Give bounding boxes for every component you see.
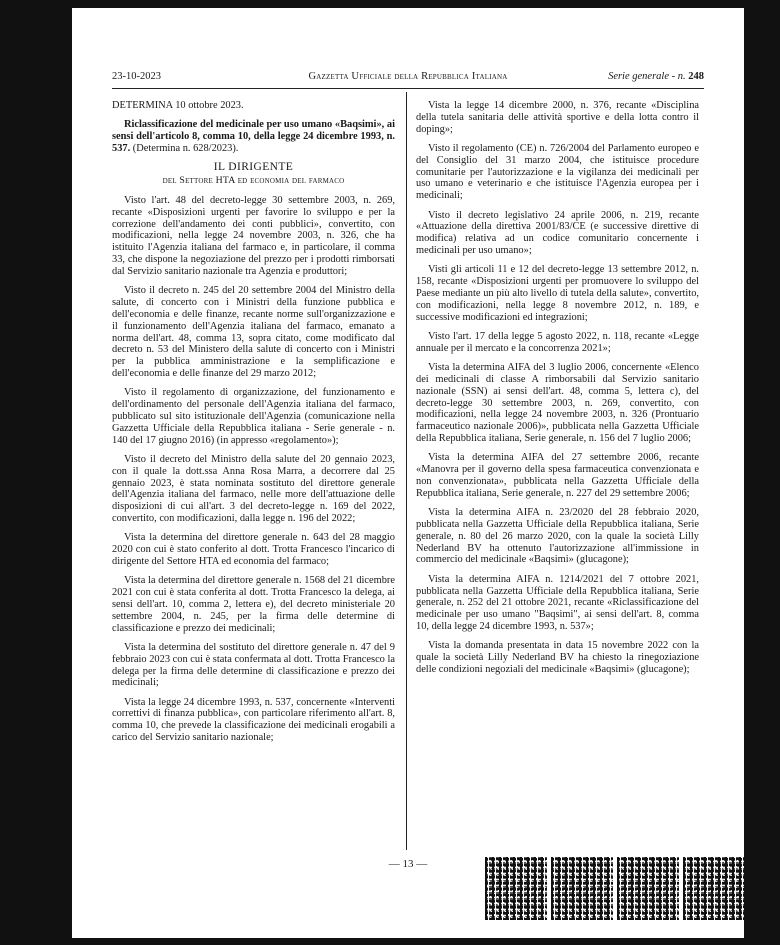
paragraph: Vista la determina AIFA n. 23/2020 del 28 febbraio 2020, pubblicata nella Gazzetta Ufficiale della Repubblica italiana, Serie generale, n. 80 del 26 marzo 2020, con la quale la società Lilly Nederland BV ha ottenuto l'autorizzazione all'immissione in commercio del medicinale «Baqsimi» (glucagone); bbox=[416, 507, 699, 566]
right-column bbox=[416, 100, 699, 683]
paragraph: Vista la determina AIFA del 3 luglio 2006, concernente «Elenco dei medicinali di classe A rimborsabili dal Servizio sanitario nazionale (SSN) ai sensi dell'art. 48, comma 5, lettera c), del decreto-legge 30 settembre 2003, n. 269, convertito, con modificazioni, nella legge 24 novembre 2003, n. 326 (Prontuario farmaceutico nazionale 2006)», pubblicata nella Gazzetta Ufficiale della Repubblica italiana, Serie generale, n. 156 del 7 luglio 2006; bbox=[416, 361, 699, 445]
paragraph: Visto il decreto del Ministro della salute del 20 gennaio 2023, con il quale la dott.ssa Anna Rosa Marra, a decorrere dal 25 gennaio 2023, è stata nominata sostituto del direttore generale dell'Agenzia italiana del farmaco, nelle more dell'attuazione delle disposizioni di cui all'art. 3 del decreto-legge n. 169 del 2022, convertito, con modificazioni, dalla legge n. 196 del 2022; bbox=[112, 453, 395, 525]
paragraph: Visto l'art. 48 del decreto-legge 30 settembre 2003, n. 269, recante «Disposizioni urgenti per favorire lo sviluppo e per la correzione dell'andamento dei conti pubblici», convertito, con modificazioni, nella legge 24 novembre 2003, n. 326, che ha istituito l'Agenzia italiana del farmaco e, in particolare, il comma 33, che dispone la negoziazione del prezzo per i prodotti rimborsati dal Servizio sanitario nazionale tra Agenzia e produttori; bbox=[112, 194, 395, 277]
column-separator bbox=[406, 92, 407, 850]
datamatrix-code bbox=[551, 857, 613, 920]
datamatrix-code-strip bbox=[485, 857, 744, 920]
document-subject bbox=[112, 119, 395, 155]
document-title: DETERMINA 10 ottobre 2023. bbox=[112, 100, 244, 111]
paragraph: Vista la determina AIFA n. 1214/2021 del 7 ottobre 2021, pubblicata nella Gazzetta Ufficiale della Repubblica italiana, Serie generale, n. 252 del 21 ottobre 2021, recante «Riclassificazione del medicinale per uso umano "Baqsimi", ai sensi dell'art. 8, comma 10, della legge 24 dicembre 1993, n. 537»; bbox=[416, 573, 699, 633]
header-series bbox=[608, 71, 704, 82]
document-reference: (Determina n. 628/2023). bbox=[132, 142, 239, 154]
datamatrix-code bbox=[683, 857, 744, 920]
paragraph: Visto il regolamento di organizzazione, del funzionamento e dell'ordinamento del personale dell'Agenzia italiana del farmaco, pubblicato sul sito istituzionale dell'Agenzia (comunicazione nella Gazzetta Ufficiale della Repubblica italiana - Serie generale - n. 140 del 17 giugno 2016) (in appresso «regolamento»); bbox=[112, 387, 395, 446]
page-number: — 13 — bbox=[388, 858, 428, 870]
paragraph: Vista la determina del direttore generale n. 1568 del 21 dicembre 2021 con cui è stata conferita al dott. Trotta Francesco la delega, ai sensi dell'art. 10, comma 2, lettera e), del decreto ministeriale 20 settembre 2004, n. 245, per la firma delle determine di classificazione e prezzo dei medicinali; bbox=[112, 575, 395, 634]
paragraph: Vista la determina del sostituto del direttore generale n. 47 del 9 febbraio 2023 con cui è stata confermata al dott. Trotta Francesco la delega per la firma delle determine di classificazione e prezzo dei medicinali; bbox=[112, 641, 395, 689]
paragraph: Visto il regolamento (CE) n. 726/2004 del Parlamento europeo e del Consiglio del 31 marzo 2004, che istituisce procedure comunitarie per l'autorizzazione e la vigilanza dei medicinali per uso umano e veterinario e che istituisce l'Agenzia europea per i medicinali; bbox=[416, 142, 699, 202]
paragraph: Visto il decreto legislativo 24 aprile 2006, n. 219, recante «Attuazione della direttiva 2001/83/CE (e successive direttive di modifica) relativa ad un codice comunitario concernente i medicinali per uso umano»; bbox=[416, 209, 699, 257]
header-publication-title: Gazzetta Ufficiale della Repubblica Italiana bbox=[308, 71, 508, 82]
datamatrix-code bbox=[617, 857, 679, 920]
paragraph: Vista la domanda presentata in data 15 novembre 2022 con la quale la società Lilly Nederland BV ha chiesto la rinegoziazione delle condizioni negoziali del medicinale «Baqsimi» (glucagone); bbox=[416, 640, 699, 675]
paragraph: Vista la legge 24 dicembre 1993, n. 537, concernente «Interventi correttivi di finanza pubblica», con particolare riferimento all'art. 8, comma 10, che prevede la classificazione dei medicinali erogabili a carico del Servizio sanitario nazionale; bbox=[112, 696, 395, 744]
paragraph: Visto l'art. 17 della legge 5 agosto 2022, n. 118, recante «Legge annuale per il mercato e la concorrenza 2021»; bbox=[416, 330, 699, 354]
paragraph: Vista la determina AIFA del 27 settembre 2006, recante «Manovra per il governo della spesa farmaceutica convenzionata e non convenzionata», pubblicata nella Gazzetta Ufficiale della Repubblica italiana, Serie generale, n. 227 del 29 settembre 2006; bbox=[416, 452, 699, 499]
header-date: 23-10-2023 bbox=[112, 71, 161, 82]
header-series-label: Serie generale - n. bbox=[608, 71, 686, 82]
section-heading: IL DIRIGENTE bbox=[213, 161, 294, 174]
paragraph: Visto il decreto n. 245 del 20 settembre 2004 del Ministro della salute, di concerto con i Ministri della funzione pubblica e dell'economia e delle finanze, recante norme sull'organizzazione e il funzionamento dell'Agenzia italiana del farmaco, emanato a norma dell'art. 48, comma 13, sopra citato, come modificato dal decreto n. 53 del Ministero della salute di concerto con i Ministri per la pubblica amministrazione e la semplificazione e dell'economia e delle finanze del 29 marzo 2012; bbox=[112, 285, 395, 380]
document-subject-text: Riclassificazione del medicinale per uso umano «Baqsimi», ai sensi dell'articolo 8, comma 10, della legge 24 dicembre 1993, n. 537. bbox=[112, 119, 395, 154]
left-column bbox=[112, 100, 395, 751]
section-subheading: del Settore HTA ed economia del farmaco bbox=[162, 175, 345, 186]
header-series-number: 248 bbox=[688, 71, 704, 82]
paragraph: Vista la determina del direttore generale n. 643 del 28 maggio 2020 con cui è stato conferito al dott. Trotta Francesco l'incarico di dirigente del Settore HTA ed economia del farmaco; bbox=[112, 532, 395, 568]
paragraph: Vista la legge 14 dicembre 2000, n. 376, recante «Disciplina della tutela sanitaria delle attività sportive e della lotta contro il doping»; bbox=[416, 100, 699, 135]
gazette-page bbox=[72, 8, 744, 938]
running-header bbox=[112, 71, 704, 85]
datamatrix-code bbox=[485, 857, 547, 920]
paragraph: Visti gli articoli 11 e 12 del decreto-legge 13 settembre 2012, n. 158, recante «Disposizioni urgenti per promuovere lo sviluppo del Paese mediante un più alto livello di tutela della salute», convertito, con modificazioni, nella legge 8 novembre 2012, n. 189, e successive modificazioni ed integrazioni; bbox=[416, 264, 699, 323]
header-rule bbox=[112, 88, 704, 89]
